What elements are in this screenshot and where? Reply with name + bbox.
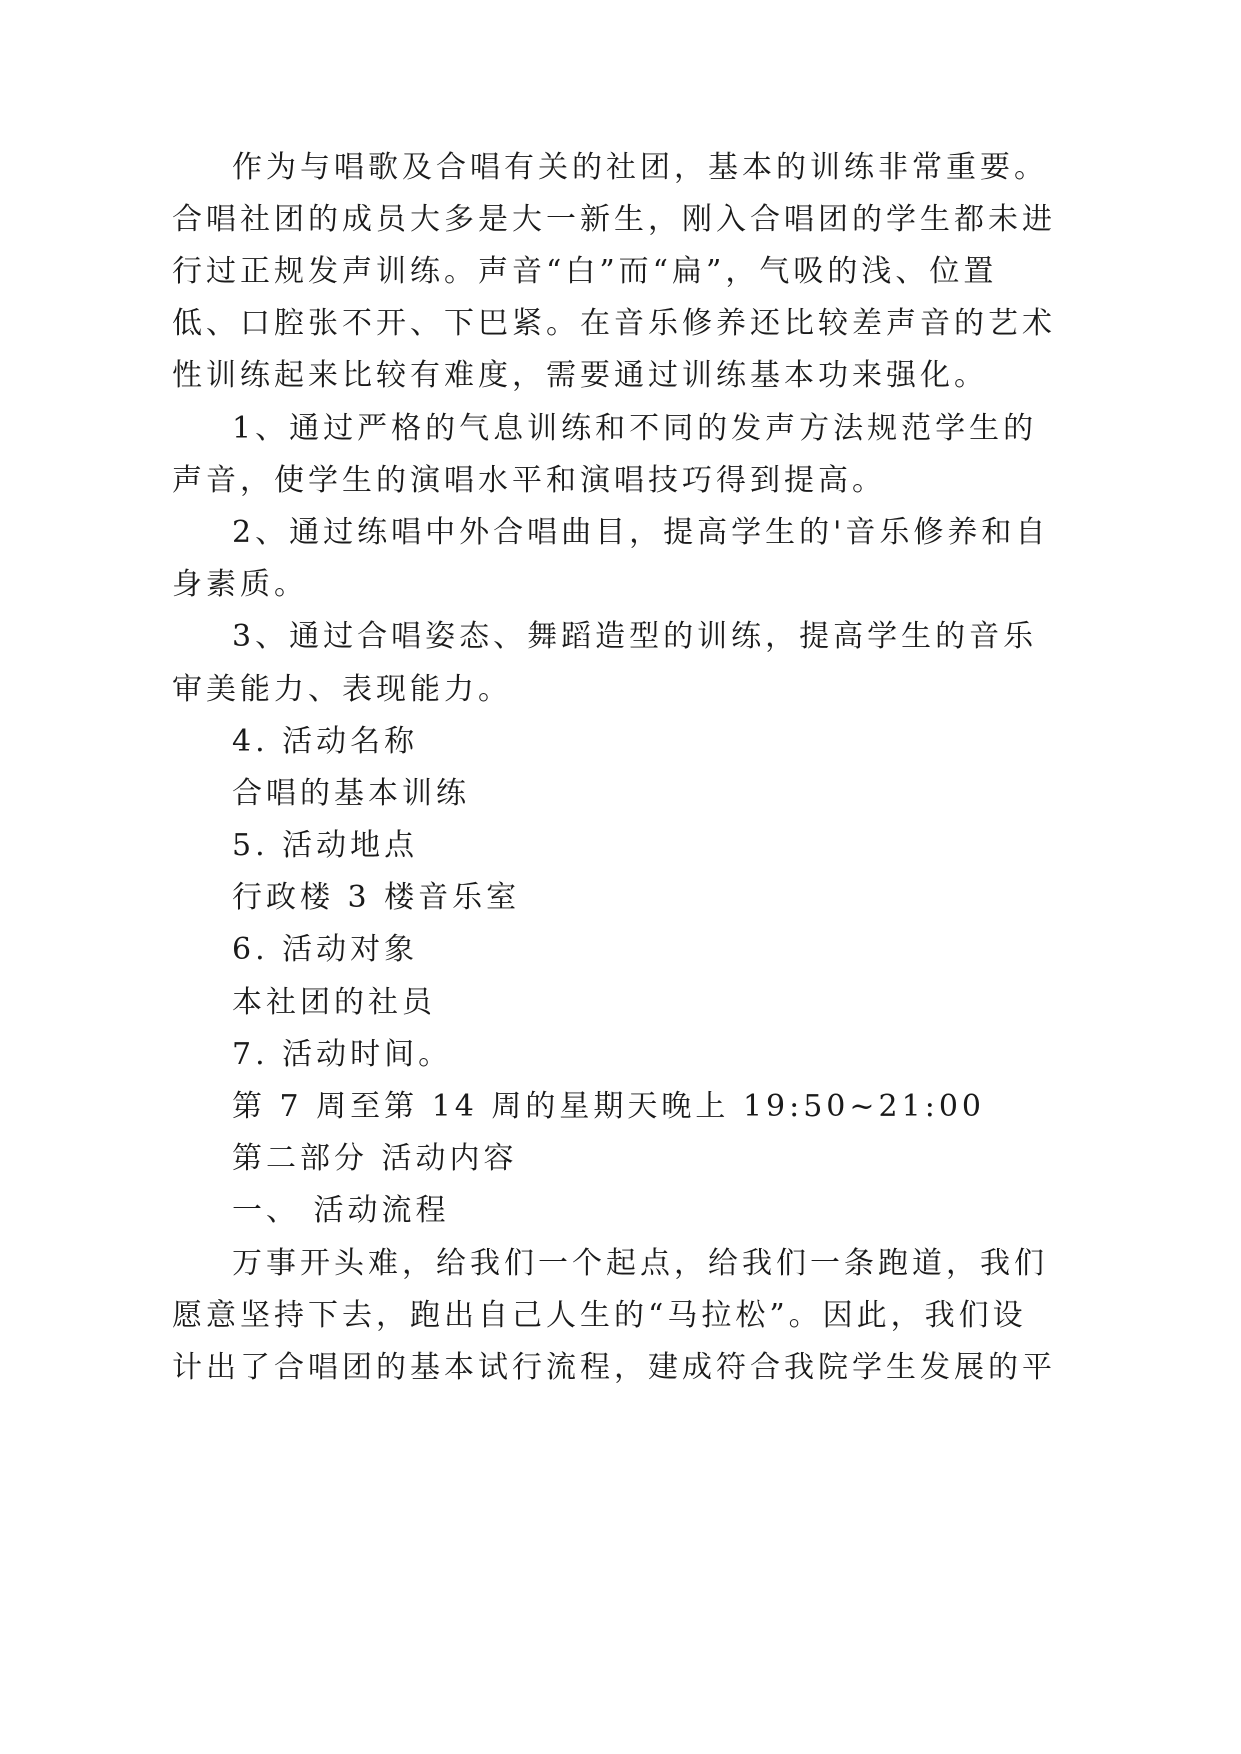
list-item-line: 2、通过练唱中外合唱曲目，提高学生的'音乐修养和自 [232, 515, 1050, 550]
part-heading: 第二部分 活动内容 [232, 1141, 518, 1176]
paragraph-line: 愿意坚持下去，跑出自己人生的“马拉松”。因此，我们设 [172, 1298, 1027, 1333]
list-item-line: 3、通过合唱姿态、舞蹈造型的训练，提高学生的音乐 [232, 619, 1038, 654]
list-item-line: 审美能力、表现能力。 [172, 672, 512, 707]
section-heading: 5. 活动地点 [232, 828, 419, 863]
paragraph-line: 合唱社团的成员大多是大一新生，刚入合唱团的学生都未进 [172, 202, 1056, 237]
list-item-line: 身素质。 [172, 567, 308, 602]
list-item-line: 声音，使学生的演唱水平和演唱技巧得到提高。 [172, 463, 886, 498]
paragraph-line: 低、口腔张不开、下巴紧。在音乐修养还比较差声音的艺术 [172, 306, 1056, 341]
paragraph-line: 计出了合唱团的基本试行流程，建成符合我院学生发展的平 [172, 1350, 1056, 1385]
section-heading: 6. 活动对象 [232, 932, 419, 967]
list-item-line: 1、通过严格的气息训练和不同的发声方法规范学生的 [232, 411, 1038, 446]
subsection-heading: 一、 活动流程 [232, 1193, 450, 1228]
section-value: 本社团的社员 [232, 985, 436, 1020]
paragraph-line: 作为与唱歌及合唱有关的社团，基本的训练非常重要。 [232, 150, 1048, 185]
section-heading: 4. 活动名称 [232, 724, 419, 759]
paragraph-line: 万事开头难，给我们一个起点，给我们一条跑道，我们 [232, 1246, 1048, 1281]
section-value: 第 7 周至第 14 周的星期天晚上 19:50~21:00 [232, 1089, 985, 1124]
section-heading: 7. 活动时间。 [232, 1037, 453, 1072]
section-value: 合唱的基本训练 [232, 776, 470, 811]
paragraph-line: 行过正规发声训练。声音“白”而“扁”，气吸的浅、位置 [172, 254, 998, 289]
section-value: 行政楼 3 楼音乐室 [232, 880, 521, 915]
paragraph-line: 性训练起来比较有难度，需要通过训练基本功来强化。 [172, 358, 988, 393]
